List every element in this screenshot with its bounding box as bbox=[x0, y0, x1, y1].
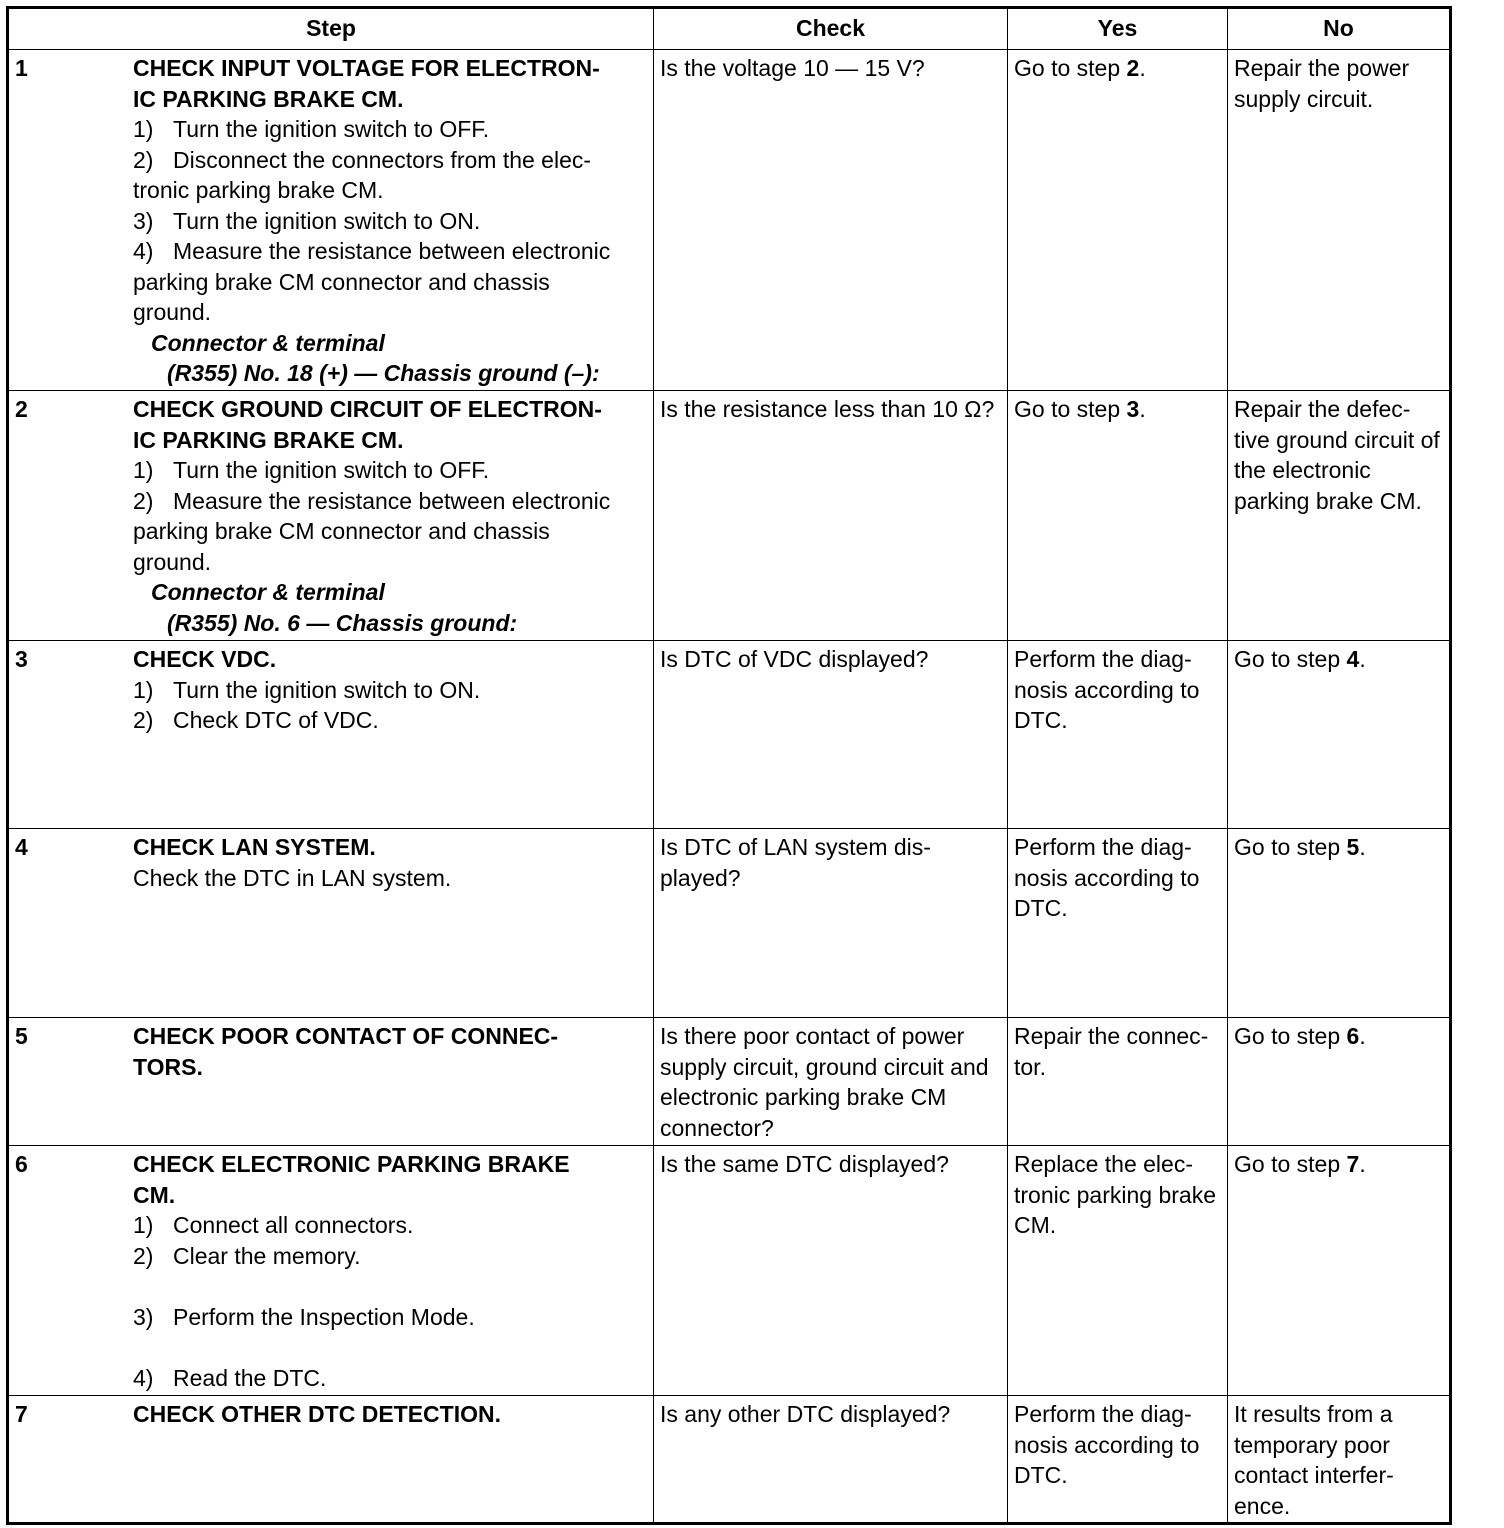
step-cell bbox=[8, 1018, 654, 1146]
no-cell bbox=[1228, 1018, 1451, 1146]
substep-index: 1) bbox=[133, 1212, 154, 1238]
substep bbox=[133, 1363, 647, 1394]
substep-index: 4) bbox=[133, 238, 154, 264]
substep-text: Turn the ignition switch to ON. bbox=[173, 676, 481, 703]
check-cell: Is any other DTC displayed? bbox=[654, 1396, 1008, 1524]
no-cell bbox=[1228, 641, 1451, 829]
step-number: 7 bbox=[15, 1401, 28, 1427]
step-title-line: CM. bbox=[133, 1181, 176, 1208]
step-title-line: TORS. bbox=[133, 1053, 203, 1080]
yes-cell bbox=[1008, 50, 1228, 391]
substep-index: 1) bbox=[133, 116, 154, 142]
step-title-line: CHECK INPUT VOLTAGE FOR ELECTRON- bbox=[133, 55, 600, 81]
substep bbox=[133, 1302, 647, 1333]
step-title: CHECK LAN SYSTEM. bbox=[133, 834, 376, 860]
yes-step-ref: 2 bbox=[1126, 55, 1140, 81]
substep-index: 2) bbox=[133, 146, 154, 173]
yes-suffix: . bbox=[1139, 396, 1146, 422]
substep-index: 1) bbox=[133, 457, 154, 483]
yes-cell bbox=[1008, 391, 1228, 641]
step-title bbox=[133, 394, 647, 455]
substep bbox=[133, 705, 647, 736]
substep-text: Measure the resistance between electronic bbox=[173, 487, 611, 514]
connector-terminal-detail: (R355) No. 6 — Chassis ground: bbox=[167, 609, 518, 636]
step-row-5 bbox=[8, 1018, 1451, 1146]
yes-step-ref: 3 bbox=[1126, 396, 1140, 422]
substep-index: 2) bbox=[133, 707, 154, 733]
no-text: Go to step bbox=[1234, 646, 1347, 672]
no-cell: Repair the defec- tive ground circuit of the electronic parking brake CM. bbox=[1228, 391, 1451, 641]
step-cell bbox=[8, 50, 654, 391]
substep-text: Clear the memory. bbox=[173, 1242, 361, 1269]
substep-text: Check DTC of VDC. bbox=[173, 707, 379, 733]
substep-text: Turn the ignition switch to OFF. bbox=[173, 457, 490, 483]
connector-terminal-label: Connector & terminal bbox=[151, 329, 385, 356]
header-row bbox=[8, 8, 1451, 50]
substep-index: 3) bbox=[133, 207, 154, 234]
no-text: Go to step bbox=[1234, 834, 1347, 860]
step-cell bbox=[8, 1146, 654, 1396]
step-row-3 bbox=[8, 641, 1451, 829]
substep bbox=[133, 675, 647, 706]
header-step: Step bbox=[8, 8, 654, 50]
diagnostic-procedure-table bbox=[6, 6, 1452, 1525]
no-suffix: . bbox=[1359, 1023, 1366, 1049]
step-cell bbox=[8, 1396, 654, 1524]
substep bbox=[133, 206, 647, 237]
no-step-ref: 5 bbox=[1346, 834, 1360, 860]
yes-text: Go to step bbox=[1014, 396, 1127, 422]
no-cell bbox=[1228, 1146, 1451, 1396]
substep bbox=[133, 1210, 647, 1241]
header-no: No bbox=[1228, 8, 1451, 50]
no-suffix: . bbox=[1359, 1151, 1366, 1177]
step-title-line: IC PARKING BRAKE CM. bbox=[133, 426, 404, 453]
no-suffix: . bbox=[1359, 834, 1366, 860]
step-cell bbox=[8, 641, 654, 829]
check-cell: Is DTC of VDC displayed? bbox=[654, 641, 1008, 829]
substep-index: 4) bbox=[133, 1364, 154, 1391]
yes-cell: Repair the connec- tor. bbox=[1008, 1018, 1228, 1146]
step-row-7 bbox=[8, 1396, 1451, 1524]
step-number: 2 bbox=[15, 396, 28, 422]
substep-text: Disconnect the connectors from the elec- bbox=[173, 146, 592, 173]
step-row-1 bbox=[8, 50, 1451, 391]
substep-index: 2) bbox=[133, 1242, 154, 1269]
step-row-6 bbox=[8, 1146, 1451, 1396]
substep-index: 1) bbox=[133, 676, 154, 703]
no-cell: Repair the power supply circuit. bbox=[1228, 50, 1451, 391]
no-cell: It results from a temporary poor contact interfer- ence. bbox=[1228, 1396, 1451, 1524]
check-cell: Is the voltage 10 — 15 V? bbox=[654, 50, 1008, 391]
substep-text: Turn the ignition switch to ON. bbox=[173, 207, 481, 234]
check-cell: Is DTC of LAN system dis- played? bbox=[654, 829, 1008, 1018]
step-number: 5 bbox=[15, 1023, 28, 1049]
step-title bbox=[133, 1149, 647, 1210]
substep bbox=[133, 455, 647, 486]
step-title-line: IC PARKING BRAKE CM. bbox=[133, 85, 404, 112]
check-cell: Is the resistance less than 10 Ω? bbox=[654, 391, 1008, 641]
connector-terminal-detail: (R355) No. 18 (+) — Chassis ground (–): bbox=[167, 360, 600, 386]
substep-continuation: parking brake CM connector and chassis ground. bbox=[133, 518, 550, 575]
connector-terminal-label: Connector & terminal bbox=[151, 579, 385, 605]
step-number: 6 bbox=[15, 1151, 28, 1177]
check-cell: Is there poor contact of power supply circuit, ground circuit and electronic parking brake CM connector? bbox=[654, 1018, 1008, 1146]
substep bbox=[133, 114, 647, 145]
header-yes: Yes bbox=[1008, 8, 1228, 50]
step-title bbox=[133, 1021, 647, 1082]
step-number: 3 bbox=[15, 646, 28, 672]
substep-continuation: tronic parking brake CM. bbox=[133, 177, 384, 203]
substep bbox=[133, 1241, 647, 1272]
step-row-4 bbox=[8, 829, 1451, 1018]
substep bbox=[133, 145, 647, 176]
no-text: Go to step bbox=[1234, 1023, 1347, 1049]
step-title: CHECK OTHER DTC DETECTION. bbox=[133, 1401, 501, 1427]
step-number: 4 bbox=[15, 834, 28, 860]
step-title bbox=[133, 53, 647, 114]
step-row-2 bbox=[8, 391, 1451, 641]
yes-text: Go to step bbox=[1014, 55, 1127, 81]
substep-text: Measure the resistance between electronic bbox=[173, 238, 611, 264]
no-step-ref: 4 bbox=[1346, 646, 1360, 672]
step-title-line: CHECK GROUND CIRCUIT OF ELECTRON- bbox=[133, 396, 602, 422]
substep-text: Read the DTC. bbox=[173, 1364, 327, 1391]
header-check: Check bbox=[654, 8, 1008, 50]
step-title-line: CHECK ELECTRONIC PARKING BRAKE bbox=[133, 1151, 570, 1177]
yes-cell: Perform the diag- nosis according to DTC. bbox=[1008, 1396, 1228, 1524]
yes-cell: Perform the diag- nosis according to DTC. bbox=[1008, 829, 1228, 1018]
no-cell bbox=[1228, 829, 1451, 1018]
substep-index: 2) bbox=[133, 487, 154, 514]
substep bbox=[133, 486, 647, 517]
step-title: CHECK VDC. bbox=[133, 646, 277, 672]
substep-text: Turn the ignition switch to OFF. bbox=[173, 116, 490, 142]
yes-cell: Perform the diag- nosis according to DTC. bbox=[1008, 641, 1228, 829]
no-suffix: . bbox=[1359, 646, 1366, 672]
step-title-line: CHECK POOR CONTACT OF CONNEC- bbox=[133, 1023, 559, 1049]
step-cell bbox=[8, 829, 654, 1018]
substep-continuation: parking brake CM connector and chassis ground. bbox=[133, 268, 550, 325]
no-step-ref: 7 bbox=[1346, 1151, 1360, 1177]
no-step-ref: 6 bbox=[1346, 1023, 1360, 1049]
substep-text: Connect all connectors. bbox=[173, 1212, 414, 1238]
no-text: Go to step bbox=[1234, 1151, 1347, 1177]
substep bbox=[133, 236, 647, 267]
check-cell: Is the same DTC displayed? bbox=[654, 1146, 1008, 1396]
step-number: 1 bbox=[15, 55, 28, 81]
yes-suffix: . bbox=[1139, 55, 1146, 81]
substep-index: 3) bbox=[133, 1303, 154, 1330]
step-cell bbox=[8, 391, 654, 641]
yes-cell: Replace the elec- tronic parking brake CM. bbox=[1008, 1146, 1228, 1396]
step-instruction: Check the DTC in LAN system. bbox=[133, 864, 452, 891]
substep-text: Perform the Inspection Mode. bbox=[173, 1303, 475, 1330]
